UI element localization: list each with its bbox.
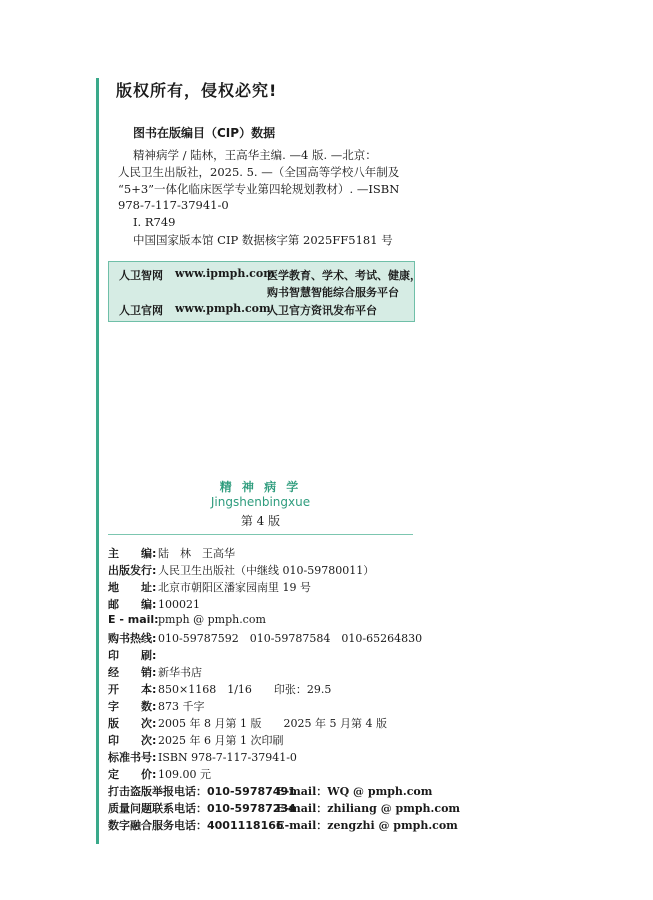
info-row-address xyxy=(108,579,311,595)
book-edition: 第 4 版 xyxy=(240,514,281,528)
contact-phone: 打击盗版举报电话：010-59787491 xyxy=(108,785,296,798)
contact-row-piracy xyxy=(108,783,433,799)
info-row-format xyxy=(108,681,331,697)
contact-email[interactable]: E-mail：WQ @ pmph.com xyxy=(276,785,433,798)
info-value: 873 千字 xyxy=(158,700,205,713)
info-label: 经 销: xyxy=(108,666,157,679)
info-value: 人民卫生出版社（中继线 010-59780011） xyxy=(158,564,375,577)
portal-url-link[interactable]: www.ipmph.com xyxy=(175,267,275,280)
info-row-hotline xyxy=(108,630,422,646)
contact-email[interactable]: E-mail：zhiliang @ pmph.com xyxy=(276,802,461,815)
info-value: 109.00 元 xyxy=(158,768,211,781)
cip-line: “5+3”一体化临床医学专业第四轮规划教材）. —ISBN xyxy=(118,182,400,196)
info-row-isbn xyxy=(108,749,297,765)
info-label: 邮 编: xyxy=(108,598,157,611)
info-label: 标准书号: xyxy=(108,751,157,764)
info-label: 购书热线: xyxy=(108,632,157,645)
info-value: 100021 xyxy=(158,598,200,611)
info-label: 出版发行: xyxy=(108,564,157,577)
info-label: 版 次: xyxy=(108,717,157,730)
info-label: 字 数: xyxy=(108,700,157,713)
info-row-editor xyxy=(108,545,235,561)
accent-vertical-rule xyxy=(96,78,99,844)
contact-phone: 数字融合服务电话：4001118166 xyxy=(108,819,284,832)
contact-phone: 质量问题联系电话：010-59787234 xyxy=(108,802,296,815)
info-value: 新华书店 xyxy=(158,666,202,679)
info-row-email xyxy=(108,613,266,626)
book-title: 精 神 病 学 xyxy=(219,480,302,494)
info-value: 2005 年 8 月第 1 版 2025 年 5 月第 4 版 xyxy=(158,717,387,730)
contact-row-quality xyxy=(108,800,461,816)
portal-description: 医学教育、学术、考试、健康， xyxy=(267,269,421,282)
info-label: 印 次: xyxy=(108,734,157,747)
info-value: 陆 林 王高华 xyxy=(158,547,235,560)
info-row-wordcount xyxy=(108,698,205,714)
info-label: 开 本: xyxy=(108,683,157,696)
info-value: 850×1168 1/16 印张：29.5 xyxy=(158,683,332,696)
portal-description: 人卫官方资讯发布平台 xyxy=(267,304,377,317)
info-label: E - mail: xyxy=(108,613,159,626)
info-label: 印 刷: xyxy=(108,649,157,662)
info-value: ISBN 978-7-117-37941-0 xyxy=(158,751,297,764)
book-pinyin: Jingshenbingxue xyxy=(210,495,311,509)
info-row-postcode xyxy=(108,596,200,612)
info-value: pmph @ pmph.com xyxy=(158,613,266,626)
info-label: 主 编: xyxy=(108,547,157,560)
portal-name: 人卫智网 xyxy=(119,269,163,282)
cip-line: Ⅰ. R749 xyxy=(133,215,176,229)
info-value: 北京市朝阳区潘家园南里 19 号 xyxy=(158,581,311,594)
contact-row-digital xyxy=(108,817,458,833)
cip-line: 978-7-117-37941-0 xyxy=(118,198,229,212)
cip-heading: 图书在版编目（CIP）数据 xyxy=(133,126,276,140)
info-row-edition xyxy=(108,715,387,731)
contact-email[interactable]: E-mail：zengzhi @ pmph.com xyxy=(276,819,458,832)
portal-name: 人卫官网 xyxy=(119,304,163,317)
info-row-distributor xyxy=(108,664,202,680)
portal-description: 购书智慧智能综合服务平台 xyxy=(267,286,399,299)
info-label: 地 址: xyxy=(108,581,157,594)
info-row-printing xyxy=(108,732,283,748)
portal-url-link[interactable]: www.pmph.com xyxy=(175,302,271,315)
info-row-printer xyxy=(108,647,158,663)
info-row-publisher xyxy=(108,562,374,578)
cip-line: 精神病学 / 陆林，王高华主编. —4 版. —北京： xyxy=(133,148,377,162)
divider xyxy=(108,534,413,535)
info-value: 2025 年 6 月第 1 次印刷 xyxy=(158,734,284,747)
info-value: 010-59787592 010-59787584 010-65264830 xyxy=(158,632,423,645)
cip-line: 中国国家版本馆 CIP 数据核字第 2025FF5181 号 xyxy=(133,233,393,247)
copyright-notice: 版权所有，侵权必究! xyxy=(116,81,278,100)
info-row-price xyxy=(108,766,211,782)
portal-info-box xyxy=(108,261,421,322)
cip-line: 人民卫生出版社，2025. 5. —（全国高等学校八年制及 xyxy=(118,165,400,179)
info-label: 定 价: xyxy=(108,768,157,781)
